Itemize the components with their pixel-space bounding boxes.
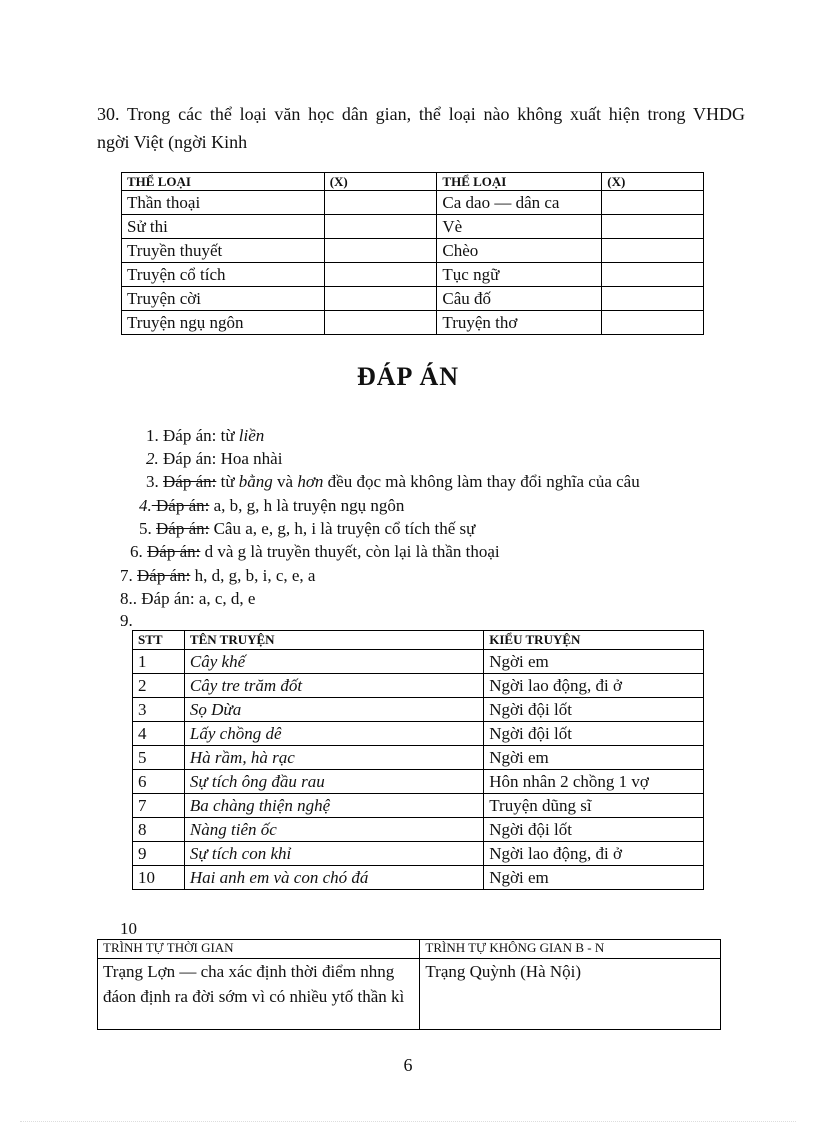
- column-header: THỂ LOẠI: [437, 173, 602, 191]
- table-row: [122, 311, 704, 335]
- table-cell: Sọ Dừa: [184, 698, 483, 722]
- question-30-line1: 30. Trong các thể loại văn học dân gian, thể loại nào không xuất hiện trong VHDG: [97, 104, 745, 124]
- answer-text: 10: [120, 919, 137, 938]
- table-cell: [602, 287, 704, 311]
- table-cell: 10: [133, 866, 185, 890]
- table-row: [133, 794, 704, 818]
- column-header: TRÌNH TỰ THỜI GIAN: [98, 940, 420, 959]
- table-header-row: [133, 631, 704, 650]
- table-row: [122, 263, 704, 287]
- table-row: [133, 866, 704, 890]
- table-cell: 1: [133, 650, 185, 674]
- answer-5: [139, 517, 475, 540]
- table-cell: Sự tích ông đầu rau: [184, 770, 483, 794]
- table-cell: 9: [133, 842, 185, 866]
- answer-8: [120, 587, 255, 610]
- question-30-line2: ngời Việt (ngời Kinh: [97, 132, 248, 152]
- table-cell: [324, 239, 437, 263]
- table-cell: Ngời em: [484, 866, 704, 890]
- answer-label: Đáp án:: [151, 496, 210, 515]
- table-header-row: [98, 940, 721, 959]
- column-header: THỂ LOẠI: [122, 173, 325, 191]
- table-cell: Truyện cổ tích: [122, 263, 325, 287]
- answer-4: [139, 494, 404, 517]
- answer-text: từ: [216, 472, 239, 491]
- table-cell: Thần thoại: [122, 191, 325, 215]
- table-cell: Câu đố: [437, 287, 602, 311]
- table-row: [122, 239, 704, 263]
- table-cell: [324, 287, 437, 311]
- table-cell: Sử thi: [122, 215, 325, 239]
- table-cell: [324, 263, 437, 287]
- table-cell: Hai anh em và con chó đá: [184, 866, 483, 890]
- table-cell: Truyện cời: [122, 287, 325, 311]
- table-cell: Trạng Lợn — cha xác định thời điểm nhng đáon định ra đời sớm vì có nhiều ytố thần kì: [98, 959, 420, 1030]
- answer-label: Đáp án:: [147, 542, 201, 561]
- table-cell: Ca dao — dân ca: [437, 191, 602, 215]
- answer-number: 2.: [146, 449, 159, 468]
- table-cell: 6: [133, 770, 185, 794]
- answer-text: 1. Đáp án: từ: [146, 426, 239, 445]
- table-cell: Trạng Quỳnh (Hà Nội): [420, 959, 721, 1030]
- answer-number: 5.: [139, 519, 156, 538]
- genre-table: [121, 172, 704, 335]
- table-cell: 7: [133, 794, 185, 818]
- column-header: (X): [324, 173, 437, 191]
- answer-1: [146, 424, 264, 447]
- table-cell: Ngời đội lốt: [484, 818, 704, 842]
- answer-label: Đáp án:: [163, 472, 217, 491]
- table-cell: [602, 263, 704, 287]
- table-cell: Truyền thuyết: [122, 239, 325, 263]
- table-cell: Lấy chồng dê: [184, 722, 483, 746]
- column-header: STT: [133, 631, 185, 650]
- table-row: [133, 842, 704, 866]
- answer-emphasis: bằng: [238, 472, 273, 491]
- answer-label: Đáp án:: [137, 566, 191, 585]
- answer-text: d và g là truyền thuyết, còn lại là thần thoại: [200, 542, 500, 561]
- table-cell: Cây khế: [184, 650, 483, 674]
- table-cell: Nàng tiên ốc: [184, 818, 483, 842]
- table-cell: [324, 215, 437, 239]
- table-row: [133, 722, 704, 746]
- column-header: KIỂU TRUYỆN: [484, 631, 704, 650]
- table-cell: Ngời lao động, đi ở: [484, 842, 704, 866]
- answer-label: Đáp án:: [156, 519, 210, 538]
- table-cell: Ngời đội lốt: [484, 698, 704, 722]
- column-header: TÊN TRUYỆN: [184, 631, 483, 650]
- column-header: TRÌNH TỰ KHÔNG GIAN B - N: [420, 940, 721, 959]
- table-cell: Truyện dũng sĩ: [484, 794, 704, 818]
- table-cell: 5: [133, 746, 185, 770]
- answer-7: [120, 564, 315, 587]
- table-cell: Truyện thơ: [437, 311, 602, 335]
- answer-number: 4.: [139, 496, 152, 515]
- table-row: [122, 287, 704, 311]
- table-cell: Hà rầm, hà rạc: [184, 746, 483, 770]
- table-cell: Ba chàng thiện nghệ: [184, 794, 483, 818]
- answer-number: 7.: [120, 566, 137, 585]
- table-row: [133, 818, 704, 842]
- answer-text: Câu a, e, g, h, i là truyện cổ tích thế sự: [209, 519, 476, 538]
- answer-number: 6.: [130, 542, 147, 561]
- table-cell: Cây tre trăm đốt: [184, 674, 483, 698]
- answer-number: 3.: [146, 472, 163, 491]
- column-header: (X): [602, 173, 704, 191]
- order-table: [97, 939, 721, 1030]
- answer-6: [130, 540, 500, 563]
- table-cell: Ngời em: [484, 650, 704, 674]
- table-cell: Truyện ngụ ngôn: [122, 311, 325, 335]
- table-cell: Ngời đội lốt: [484, 722, 704, 746]
- table-cell: Ngời lao động, đi ở: [484, 674, 704, 698]
- table-cell: Tục ngữ: [437, 263, 602, 287]
- table-cell: [324, 191, 437, 215]
- answer-title: ĐÁP ÁN: [356, 362, 460, 391]
- answer-emphasis: hơn: [297, 472, 324, 491]
- table-row: [133, 698, 704, 722]
- answer-text: 8.. Đáp án: a, c, d, e: [120, 589, 256, 608]
- table-cell: 2: [133, 674, 185, 698]
- table-cell: Vè: [437, 215, 602, 239]
- table-cell: [324, 311, 437, 335]
- answer-text: Đáp án: Hoa nhài: [158, 449, 283, 468]
- answer-text: đều đọc mà không làm thay đổi nghĩa của câu: [323, 472, 640, 491]
- page-bottom-divider: [20, 1121, 796, 1122]
- answer-9: [120, 609, 133, 632]
- answer-text: a, b, g, h là truyện ngụ ngôn: [209, 496, 405, 515]
- table-row: [122, 215, 704, 239]
- table-row: [133, 746, 704, 770]
- answer-text: 9.: [120, 611, 133, 630]
- answer-3: [146, 470, 640, 493]
- table-row: [133, 770, 704, 794]
- page-number: 6: [403, 1055, 413, 1075]
- table-cell: 3: [133, 698, 185, 722]
- table-row: [122, 191, 704, 215]
- table-cell: Hôn nhân 2 chồng 1 vợ: [484, 770, 704, 794]
- table-cell: [602, 191, 704, 215]
- table-row: [98, 959, 721, 1030]
- table-cell: [602, 239, 704, 263]
- table-cell: [602, 215, 704, 239]
- answer-emphasis: liền: [238, 426, 265, 445]
- table-cell: 4: [133, 722, 185, 746]
- table-cell: Chèo: [437, 239, 602, 263]
- answer-text: h, d, g, b, i, c, e, a: [190, 566, 316, 585]
- table-cell: 8: [133, 818, 185, 842]
- table-header-row: [122, 173, 704, 191]
- story-table: [132, 630, 704, 890]
- table-cell: Sự tích con khỉ: [184, 842, 483, 866]
- table-cell: [602, 311, 704, 335]
- table-cell: Ngời em: [484, 746, 704, 770]
- question-30: [97, 100, 745, 156]
- answer-text: và: [272, 472, 298, 491]
- answer-2: [146, 447, 282, 470]
- answer-10: [120, 917, 137, 940]
- table-row: [133, 674, 704, 698]
- table-row: [133, 650, 704, 674]
